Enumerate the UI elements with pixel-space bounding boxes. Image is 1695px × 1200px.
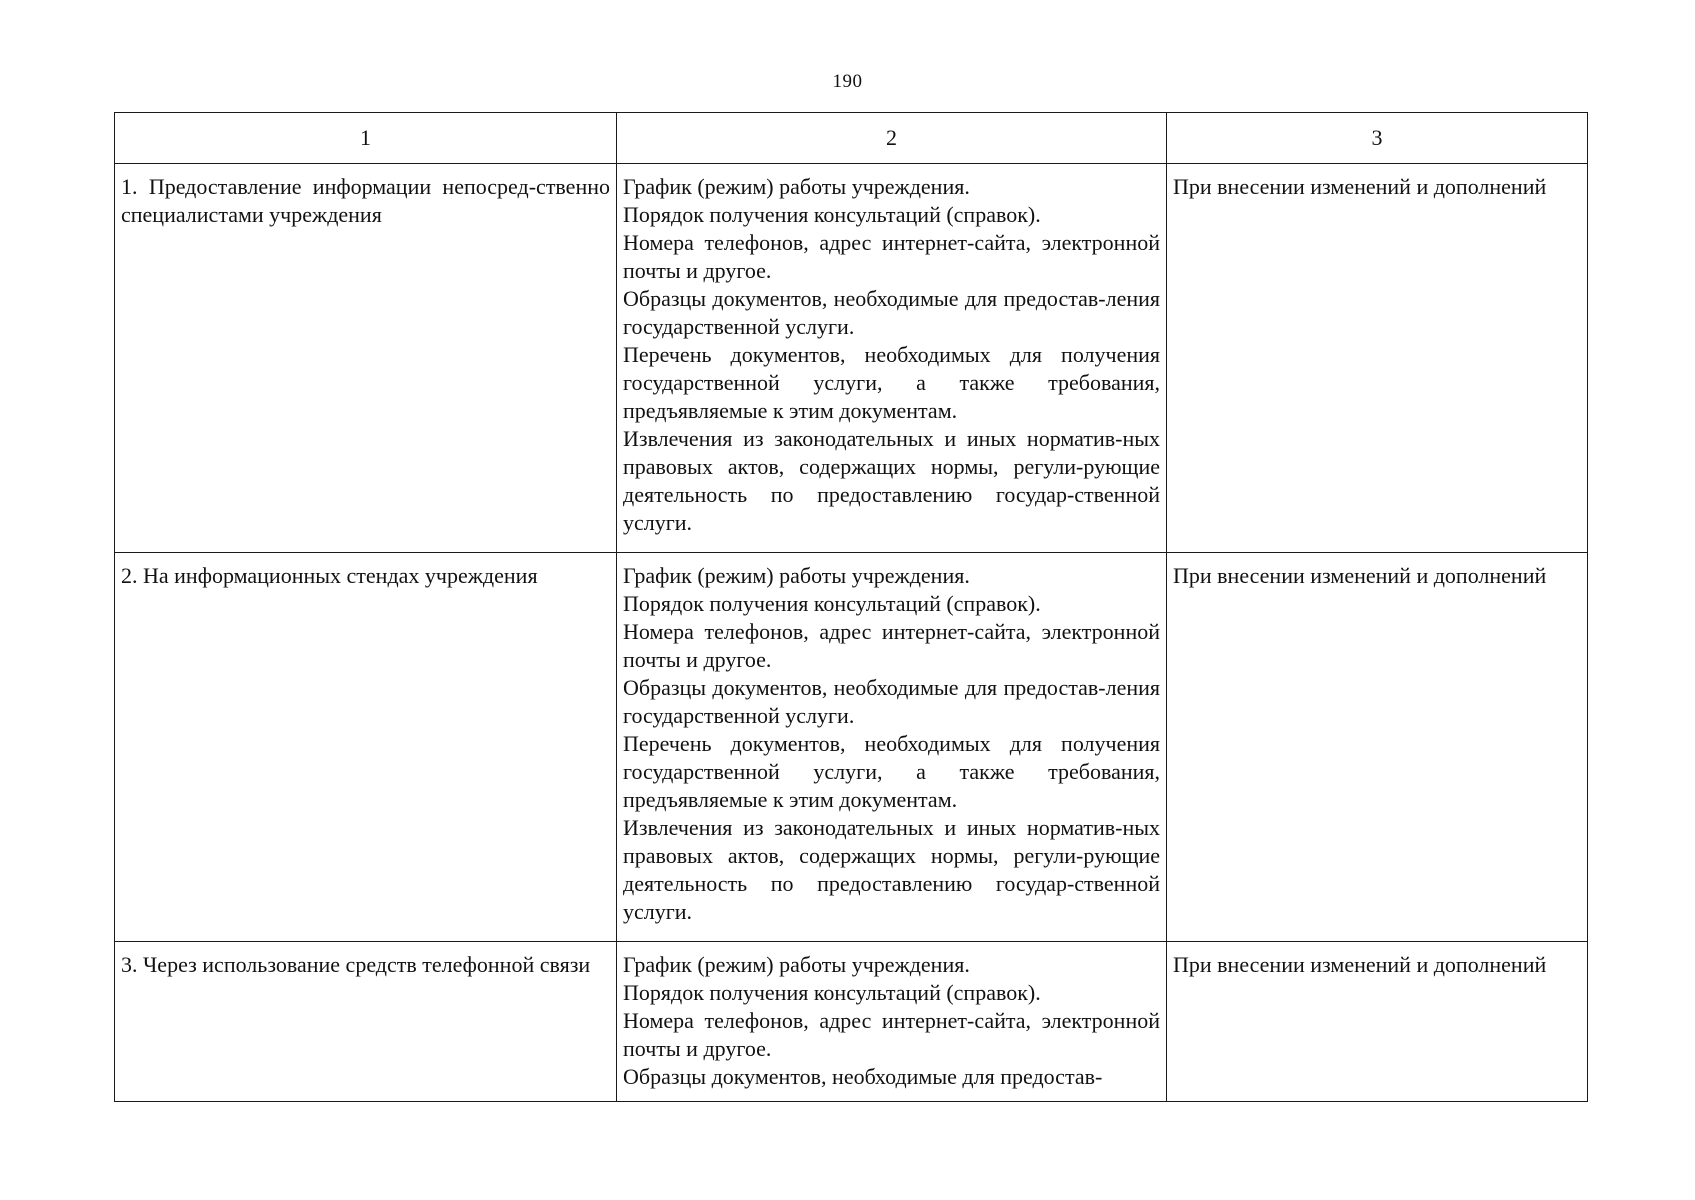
content-cell — [617, 164, 1167, 553]
content-item: Перечень документов, необходимых для получения государственной услуги, а также требования, предъявляемые к этим документам. — [623, 731, 1160, 812]
table-row — [115, 553, 1588, 942]
frequency-text: При внесении изменений и дополнений — [1173, 174, 1547, 199]
method-cell — [115, 553, 617, 942]
column-header-3: 3 — [1167, 113, 1588, 164]
frequency-cell — [1167, 942, 1588, 1102]
table-row — [115, 942, 1588, 1102]
method-text: 1. Предоставление информации непосред-ственно специалистами учреждения — [121, 174, 610, 227]
method-text: 3. Через использование средств телефонной связи — [121, 952, 591, 977]
content-item: График (режим) работы учреждения. — [623, 952, 970, 977]
content-item: Извлечения из законодательных и иных норматив-ных правовых актов, содержащих нормы, регули-рующие деятельность по предоставлению государ-ственной услуги. — [623, 815, 1160, 924]
column-header-2: 2 — [617, 113, 1167, 164]
frequency-cell — [1167, 164, 1588, 553]
content-item: Образцы документов, необходимые для предостав-ления государственной услуги. — [623, 675, 1160, 728]
content-item: Номера телефонов, адрес интернет-сайта, электронной почты и другое. — [623, 230, 1160, 283]
content-item: Образцы документов, необходимые для предостав-ления государственной услуги. — [623, 286, 1160, 339]
content-item: Порядок получения консультаций (справок). — [623, 980, 1041, 1005]
content-item: Номера телефонов, адрес интернет-сайта, электронной почты и другое. — [623, 1008, 1160, 1061]
table-row — [115, 164, 1588, 553]
content-item: График (режим) работы учреждения. — [623, 563, 970, 588]
column-header-1: 1 — [115, 113, 617, 164]
content-item: Номера телефонов, адрес интернет-сайта, электронной почты и другое. — [623, 619, 1160, 672]
content-cell — [617, 942, 1167, 1102]
frequency-text: При внесении изменений и дополнений — [1173, 952, 1547, 977]
content-item: Извлечения из законодательных и иных норматив-ных правовых актов, содержащих нормы, регули-рующие деятельность по предоставлению государ-ственной услуги. — [623, 426, 1160, 535]
method-cell — [115, 164, 617, 553]
content-item: Порядок получения консультаций (справок). — [623, 591, 1041, 616]
method-cell — [115, 942, 617, 1102]
frequency-text: При внесении изменений и дополнений — [1173, 563, 1547, 588]
content-item: Перечень документов, необходимых для получения государственной услуги, а также требования, предъявляемые к этим документам. — [623, 342, 1160, 423]
table-header-row — [115, 113, 1588, 164]
content-cell — [617, 553, 1167, 942]
method-text: 2. На информационных стендах учреждения — [121, 563, 538, 588]
content-item: График (режим) работы учреждения. — [623, 174, 970, 199]
content-item: Порядок получения консультаций (справок). — [623, 202, 1041, 227]
page-number: 190 — [832, 71, 863, 92]
content-item: Образцы документов, необходимые для предостав- — [623, 1064, 1103, 1089]
information-table — [114, 112, 1588, 1102]
frequency-cell — [1167, 553, 1588, 942]
